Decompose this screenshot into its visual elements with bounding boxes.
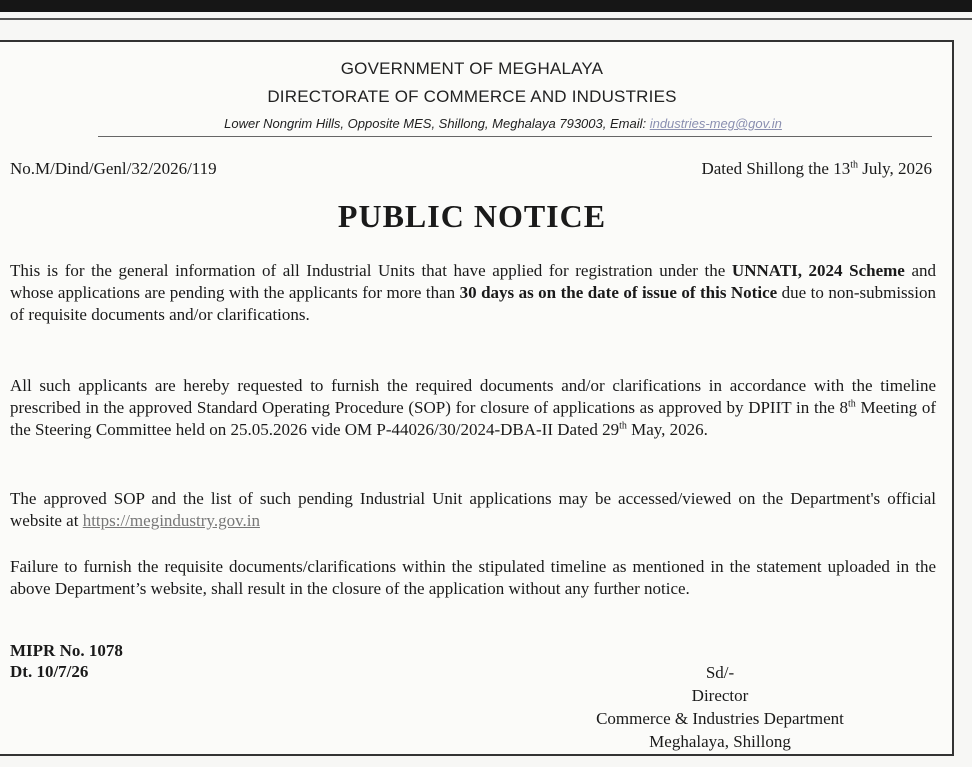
top-border-bar: [0, 0, 972, 12]
p3-text: The approved SOP and the list of such pending Industrial Unit applications may be accessed/viewed on the Department's official website at: [10, 489, 936, 530]
website-link[interactable]: https://megindustry.gov.in: [82, 511, 260, 530]
date-suffix: July, 2026: [858, 159, 932, 178]
p1-duration: 30 days as on the date of issue of this Notice: [459, 283, 778, 302]
p2-superscript-1: th: [847, 398, 856, 410]
paragraph-2: [10, 375, 936, 441]
office-address: [98, 116, 908, 131]
mipr-date: Dt. 10/7/26: [10, 662, 89, 681]
date-prefix: Dated Shillong the 13: [701, 159, 851, 178]
signature-sd: Sd/-: [705, 663, 735, 682]
p2-text-b: Meeting of the Steering Committee held on 25.05.2026 vide OM P-44026/30/2024-DBA-II Dated 29: [10, 398, 936, 439]
paragraph-4: Failure to furnish the requisite documents/clarifications within the stipulated timeline as mentioned in the statement uploaded in the above Department’s website, shall result in the closure of the application without any further notice.: [10, 557, 936, 598]
directorate-heading: DIRECTORATE OF COMMERCE AND INDUSTRIES: [267, 87, 677, 106]
signatory-location: Meghalaya, Shillong: [649, 732, 791, 751]
mipr-block: [10, 640, 123, 682]
p1-text-c: and whose applications are pending with the applicants for more than: [10, 261, 936, 302]
p1-scheme-name: UNNATI, 2024 Scheme: [731, 261, 905, 280]
date-superscript: th: [850, 159, 858, 171]
p2-text-a: All such applicants are hereby requested to furnish the required documents and/or clarifications in accordance with the timeline prescribed in the approved Standard Operating Procedure (SOP) for closure of applications as approved by DPIIT in the 8: [10, 376, 936, 417]
government-heading: GOVERNMENT OF MEGHALAYA: [340, 59, 604, 78]
p2-superscript-2: th: [619, 420, 627, 432]
p2-text-c: May, 2026.: [626, 420, 708, 439]
reference-number: No.M/Dind/Genl/32/2026/119: [10, 159, 217, 178]
mipr-number: MIPR No. 1078: [10, 641, 123, 660]
address-text: Lower Nongrim Hills, Opposite MES, Shillong, Meghalaya 793003, Email:: [224, 116, 650, 131]
email-link[interactable]: industries-meg@gov.in: [649, 116, 782, 131]
header-rule: [98, 136, 932, 137]
notice-date: [701, 159, 932, 179]
notice-title: PUBLIC NOTICE: [337, 198, 607, 234]
top-divider-line: [0, 18, 972, 20]
signatory-designation: Director: [691, 686, 749, 705]
signature-block: [520, 661, 920, 753]
p1-text-e: due to non-submission of requisite documents and/or clarifications.: [10, 283, 936, 324]
p1-text-a: This is for the general information of all Industrial Units that have applied for registration under the: [10, 261, 732, 280]
signatory-department: Commerce & Industries Department: [596, 709, 844, 728]
paragraph-1: [10, 260, 936, 326]
paragraph-3: [10, 488, 936, 532]
